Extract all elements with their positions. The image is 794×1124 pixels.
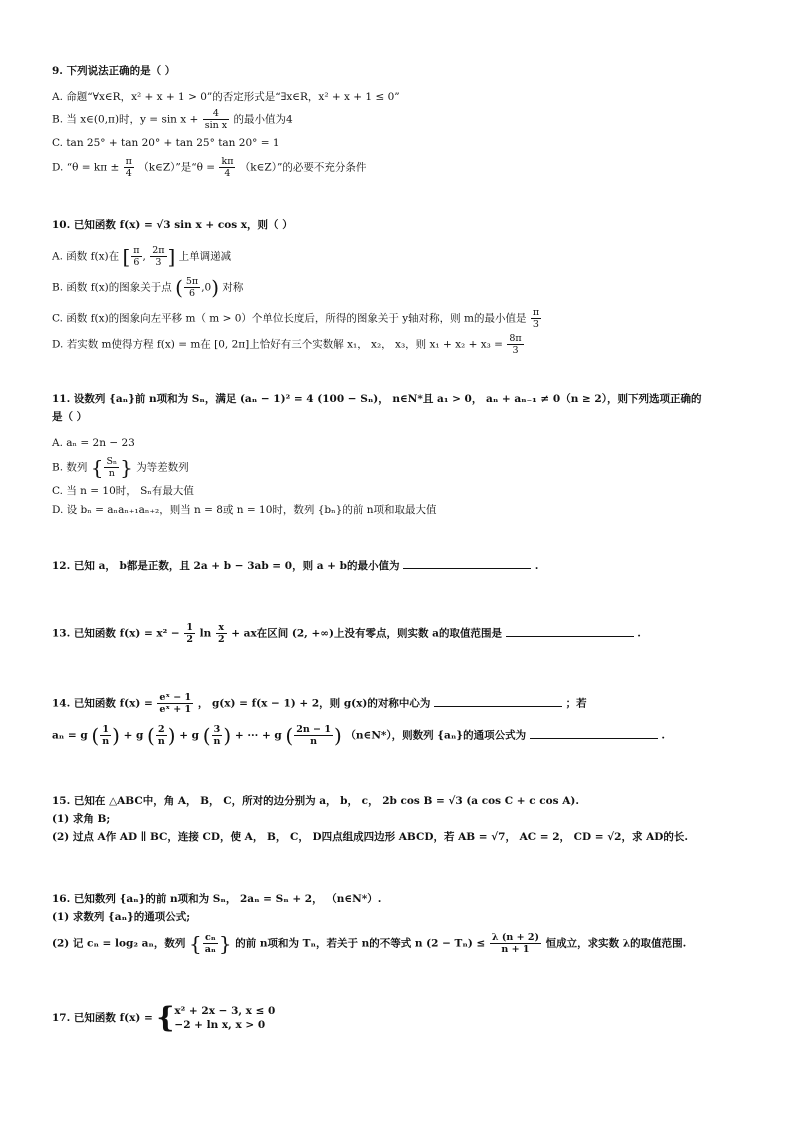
q10-option-d: D. 若实数 m使得方程 f(x) = m在 [0, 2π]上恰好有三个实数解 x₁， x₂， x₃，则 x₁ + x₂ + x₃ = $\frac{8\pi}{3}$ bbox=[52, 333, 522, 356]
q11-option-a: A. aₙ = 2n − 23 bbox=[52, 437, 135, 449]
q11-stem-line1: 11. 设数列 {aₙ}前 n项和为 Sₙ，满足 (aₙ − 1)² = 4 (100 − Sₙ)， n∈N*且 a₁ > 0， aₙ + aₙ₋₁ ≠ 0（n ≥ 2），则下列选项正确的 bbox=[52, 393, 702, 405]
q15-part1: (1) 求角 B; bbox=[52, 813, 111, 825]
q11-option-b: B. 数列 { $\frac{\text{Sₙ}}{n}$ } 为等差数列 bbox=[52, 455, 189, 480]
q12-answer-blank bbox=[403, 558, 531, 569]
q14-line1: 14. 已知函数 f(x) = $\frac{\text{eˣ − 1}}{\text{eˣ + 1}}$ ， g(x) = f(x − 1) + 2，则 g(x)的对称中心为 ；若 bbox=[52, 692, 587, 715]
q11-stem-line2: 是（ ） bbox=[52, 411, 88, 423]
q16-part2: (2) 记 cₙ = log₂ aₙ，数列 { $\frac{\text{cₙ}}{\text{aₙ}}$ } 的前 n项和为 Tₙ，若关于 n的不等式 n (2 − Tₙ) ≤ $\frac{\lambda (n + 2)}{n + 1}$ 恒成立，求实数 λ的取值范围. bbox=[52, 931, 687, 956]
q9-stem: 9. 下列说法正确的是（ ） bbox=[52, 65, 176, 77]
q9-option-d: D. “θ = kπ ± $\frac{\pi}{4}$ （k∈Z）”是“θ = $\frac{k\pi}{4}$ （k∈Z）”的必要不充分条件 bbox=[52, 156, 367, 179]
q14-answer-blank-2 bbox=[530, 728, 658, 739]
q10-option-c: C. 函数 f(x)的图象向左平移 m（ m > 0）个单位长度后，所得的图象关于 y轴对称，则 m的最小值是 $\frac{\pi}{3}$ bbox=[52, 307, 540, 330]
q14-answer-blank-1 bbox=[434, 696, 562, 707]
q9-b-fraction: $\frac{4}{\text{sin x}}$ bbox=[204, 108, 228, 131]
q17-piecewise: { x² + 2x − 3, x ≤ 0 −2 + ln x, x > 0 bbox=[156, 1001, 276, 1034]
q13-text: 13. 已知函数 f(x) = x² − $\frac{1}{2}$ ln $\frac{x}{2}$ + ax在区间 (2, +∞)上没有零点，则实数 a的取值范围是 . bbox=[52, 622, 641, 645]
q10-stem: 10. 已知函数 f(x) = √3 sin x + cos x，则（ ） bbox=[52, 219, 293, 231]
q16-part1: (1) 求数列 {aₙ}的通项公式; bbox=[52, 911, 191, 923]
q15-stem: 15. 已知在 △ABC中，角 A， B， C，所对的边分别为 a， b， c， 2b cos B = √3 (a cos C + c cos A). bbox=[52, 795, 579, 807]
q11-option-d: D. 设 bₙ = aₙaₙ₊₁aₙ₊₂，则当 n = 8或 n = 10时，数列 {bₙ}的前 n项和取最大值 bbox=[52, 504, 437, 516]
q9-option-b: B. 当 x∈(0,π)时，y = sin x + $\frac{4}{\text{sin x}}$ 的最小值为4 bbox=[52, 108, 293, 131]
q11-option-c: C. 当 n = 10时， Sₙ有最大值 bbox=[52, 485, 194, 497]
q16-stem: 16. 已知数列 {aₙ}的前 n项和为 Sₙ， 2aₙ = Sₙ + 2， （n∈N*）. bbox=[52, 893, 382, 905]
q12-text: 12. 已知 a， b都是正数，且 2a + b − 3ab = 0，则 a + b的最小值为 . bbox=[52, 560, 539, 572]
q14-line2: aₙ = g ( $\frac{1}{n}$ ) + g ( $\frac{2}{n}$ ) + g ( $\frac{3}{n}$ ) + ··· + g ( $\frac{2n - 1}{n}$ ) （n∈N*），则数列 {aₙ}的通项公式为 . bbox=[52, 723, 666, 748]
q15-part2: (2) 过点 A作 AD ∥ BC，连接 CD，使 A， B， C， D四点组成四边形 ABCD，若 AB = √7， AC = 2， CD = √2，求 AD的长. bbox=[52, 831, 689, 843]
q9-option-c: C. tan 25° + tan 20° + tan 25° tan 20° = 1 bbox=[52, 137, 280, 149]
q9-option-a: A. 命题“∀x∈R，x² + x + 1 > 0”的否定形式是“∃x∈R，x² + x + 1 ≤ 0” bbox=[52, 91, 400, 103]
q10-option-b: B. 函数 f(x)的图象关于点 ( $\frac{5\pi}{6}$ ,0) 对称 bbox=[52, 275, 244, 300]
q17-text: 17. 已知函数 f(x) = { x² + 2x − 3, x ≤ 0 −2 + ln x, x > 0 bbox=[52, 1001, 276, 1034]
q10-option-a: A. 函数 f(x)在 [ $\frac{\pi}{6}$ , $\frac{2\pi}{3}$ ] 上单调递减 bbox=[52, 244, 232, 269]
q13-answer-blank bbox=[506, 626, 634, 637]
